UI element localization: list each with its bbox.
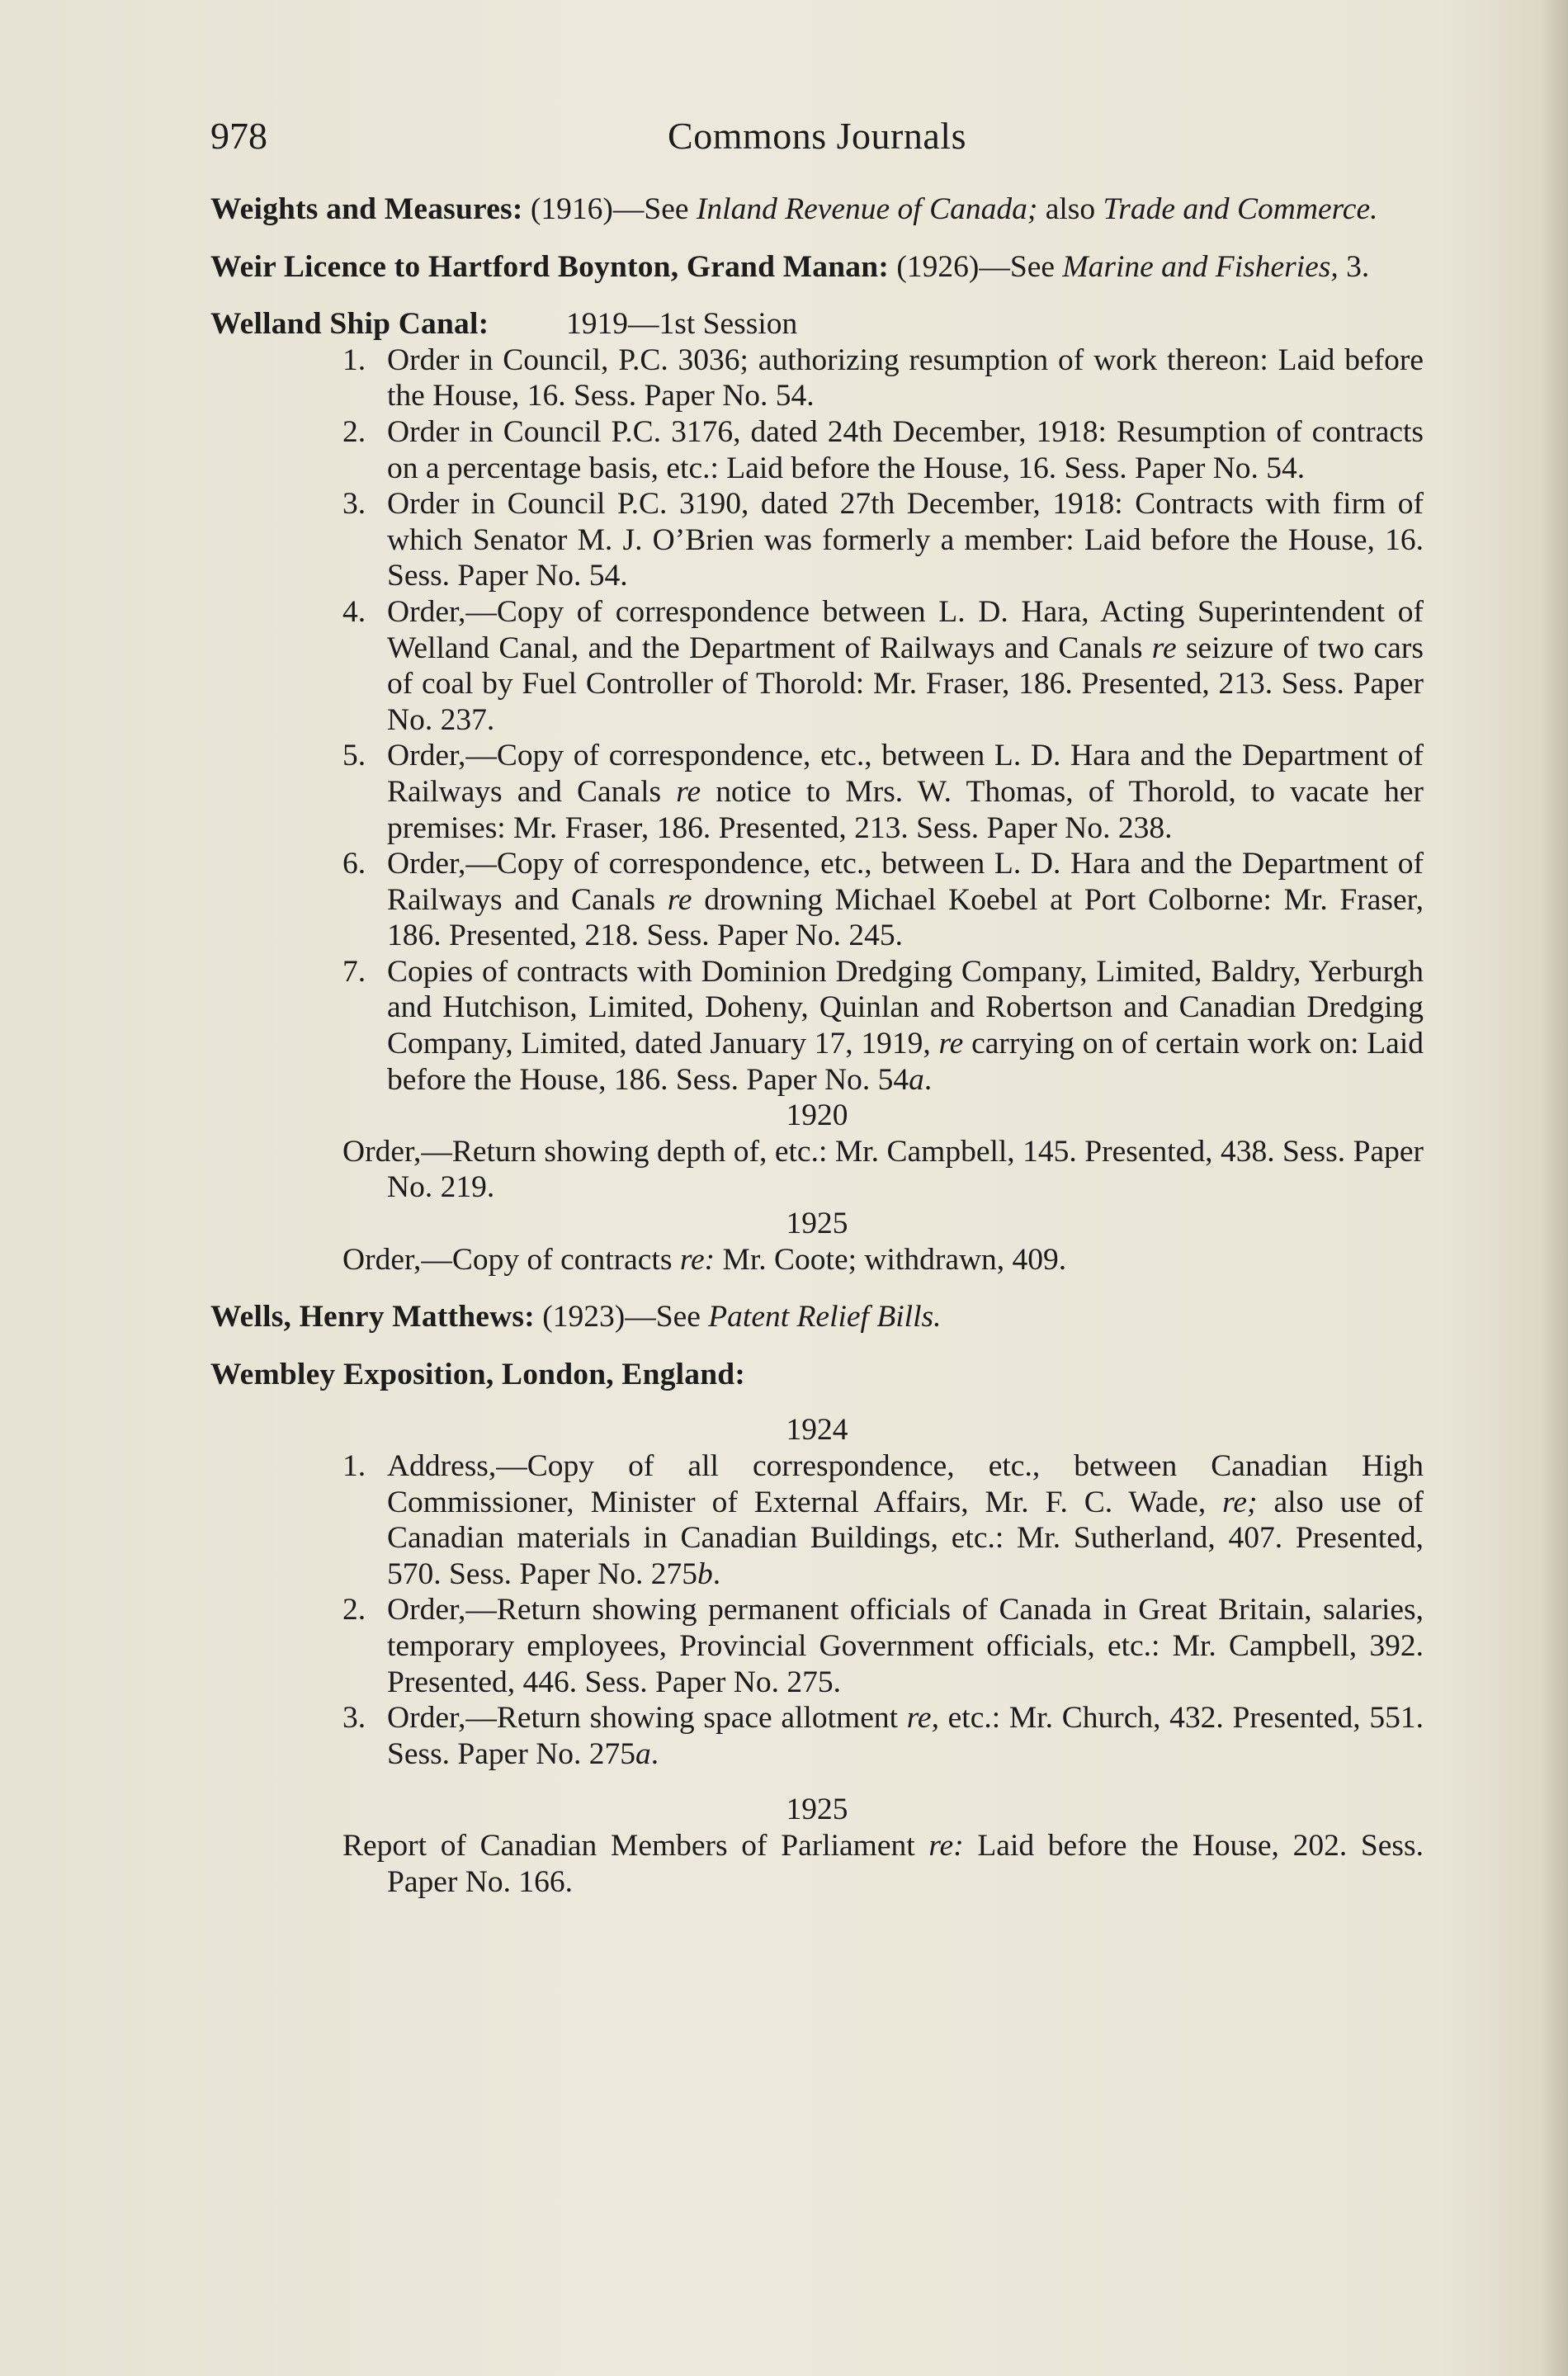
italic-text: Inland Revenue of Canada; <box>696 192 1038 226</box>
entry-heading <box>210 1357 1424 1393</box>
text-run: Order,—Copy of contracts <box>342 1242 680 1277</box>
heading-term: Weights and Measures: <box>210 192 523 226</box>
heading-term: Wells, Henry Matthews: <box>210 1300 535 1334</box>
item-text <box>387 1449 1424 1591</box>
page-number: 978 <box>210 115 267 157</box>
italic-text: a <box>635 1736 651 1771</box>
text-run: Order,—Return showing permanent officials of Canada in Great Britain, salaries, temporary employees, Provincial Government officials, etc.: Mr. Campbell, 392. Presented, 446. Sess. Paper No. 275. <box>387 1593 1424 1699</box>
list-item <box>342 486 1424 594</box>
item-number: 4. <box>342 594 366 629</box>
text-run: also use of Canadian materials in Canadian Buildings, etc.: Mr. Sutherland, 407. Presented, 570. Sess. Paper No. 275 <box>387 1485 1424 1591</box>
entry-wells-henry-matthews <box>210 1299 1424 1335</box>
text-run: Order,—Copy of correspondence, etc., between L. D. Hara and the Department of Railways and Canals <box>387 739 1424 809</box>
item-number: 2. <box>342 1593 366 1627</box>
heading-term: Welland Ship Canal: <box>210 307 489 342</box>
italic-text: re <box>676 774 701 809</box>
entry-weights-and-measures <box>210 191 1424 228</box>
list-item <box>342 414 1424 486</box>
entry-heading <box>210 306 1424 342</box>
page-edge-shadow <box>1540 0 1568 2376</box>
item-text <box>387 847 1424 952</box>
text-run: . <box>650 1736 659 1771</box>
text-run: Order in Council, P.C. 3036; authorizing resumption of work thereon: Laid before the House, 16. Sess. Paper No. 54. <box>387 342 1424 413</box>
list-item <box>342 1448 1424 1592</box>
entry-heading <box>210 249 1424 286</box>
text-run: Order,—Copy of correspondence between L. D. Hara, Acting Superintendent of Welland Canal, and the Department of Railways and Canals <box>387 594 1424 665</box>
text-run: seizure of two cars of coal by Fuel Controller of Thorold: Mr. Fraser, 186. Presented, 213. Sess. Paper No. 237. <box>387 631 1424 737</box>
text-run: Copies of contracts with Dominion Dredging Company, Limited, Baldry, Yerburgh and Hutchison, Limited, Doheny, Quinlan and Robertson and Canadian Dredging Company, Limited, dated January 17, 1919, <box>387 954 1424 1061</box>
order-1925 <box>342 1242 1424 1278</box>
text-run: Laid before the House, 202. Sess. Paper No. 166. <box>387 1828 1424 1899</box>
italic-text: re <box>1151 631 1177 665</box>
item-text <box>387 595 1424 737</box>
text-run: (1916)—See <box>522 192 697 226</box>
item-number: 1. <box>342 1449 366 1483</box>
item-text <box>387 1593 1424 1698</box>
running-header <box>210 114 1424 163</box>
list-item <box>342 846 1424 954</box>
item-text <box>387 415 1424 485</box>
list-item <box>342 594 1424 738</box>
item-number: 5. <box>342 739 366 773</box>
item-number: 7. <box>342 954 366 989</box>
italic-text: Trade and Commerce. <box>1103 192 1378 226</box>
text-run: Order,—Copy of correspondence, etc., between L. D. Hara and the Department of Railways and Canals <box>387 847 1424 917</box>
entry-welland-ship-canal <box>210 306 1424 1278</box>
running-title: Commons Journals <box>668 115 966 157</box>
order-1920 <box>342 1134 1424 1206</box>
year-heading-1925: 1925 <box>786 1207 848 1241</box>
italic-text: re: <box>928 1828 964 1863</box>
text-run: (1923)—See <box>534 1300 709 1334</box>
year-heading-1924: 1924 <box>786 1413 848 1448</box>
item-text <box>387 955 1424 1097</box>
text-run: 1919—1st Session <box>489 307 798 342</box>
text-run: Order,—Return showing space allotment <box>387 1701 907 1736</box>
entry-wembley-exposition <box>210 1357 1424 1900</box>
text-run: carrying on of certain work on: Laid before the House, 186. Sess. Paper No. 54 <box>387 1027 1424 1097</box>
italic-text: re: <box>679 1242 716 1277</box>
list-item <box>342 954 1424 1098</box>
entry-weir-licence <box>210 249 1424 286</box>
list-item <box>342 738 1424 846</box>
text-run: Order in Council P.C. 3176, dated 24th December, 1918: Resumption of contracts on a percentage basis, etc.: Laid before the House, 16. Sess. Paper No. 54. <box>387 414 1424 485</box>
item-text <box>387 343 1424 413</box>
year-heading-1925: 1925 <box>786 1793 848 1827</box>
index-content <box>210 191 1424 1900</box>
text-run: Order,—Return showing depth of, etc.: Mr. Campbell, 145. Presented, 438. Sess. Paper No. 219. <box>342 1134 1424 1205</box>
item-number: 6. <box>342 847 366 881</box>
text-run: Report of Canadian Members of Parliament <box>342 1828 929 1863</box>
welland-items-1919 <box>210 342 1424 1098</box>
text-run: also <box>1037 192 1103 226</box>
text-run: . <box>923 1062 933 1097</box>
text-run: etc.: Mr. Church, 432. Presented, 551. Sess. Paper No. 275 <box>387 1701 1424 1771</box>
item-text <box>387 1701 1424 1771</box>
text-run: Order in Council P.C. 3190, dated 27th December, 1918: Contracts with firm of which Senator M. J. O’Brien was formerly a member: Laid before the House, 16. Sess. Paper No. 54. <box>387 487 1424 593</box>
item-text <box>387 487 1424 593</box>
italic-text: re, <box>906 1701 939 1736</box>
year-heading-1920: 1920 <box>786 1098 848 1133</box>
heading-term: Weir Licence to Hartford Boynton, Grand Manan: <box>210 249 890 284</box>
wembley-items-1924 <box>210 1448 1424 1772</box>
entry-heading <box>210 191 1424 228</box>
item-number: 3. <box>342 1701 366 1736</box>
text-run: notice to Mrs. W. Thomas, of Thorold, to vacate her premises: Mr. Fraser, 186. Presented, 213. Sess. Paper No. 238. <box>387 774 1424 845</box>
italic-text: Patent Relief Bills. <box>708 1300 942 1334</box>
text-run: Mr. Coote; withdrawn, 409. <box>715 1242 1067 1277</box>
report-1925 <box>342 1828 1424 1900</box>
text-run: Address,—Copy of all correspondence, etc., between Canadian High Commissioner, Minister of External Affairs, Mr. F. C. Wade, <box>387 1449 1424 1519</box>
text-run: (1926)—See <box>889 249 1063 284</box>
heading-term: Wembley Exposition, London, England: <box>210 1357 746 1391</box>
list-item <box>342 1700 1424 1772</box>
item-number: 3. <box>342 487 366 522</box>
italic-text: Marine and Fisheries, <box>1062 249 1339 284</box>
list-item <box>342 1592 1424 1700</box>
list-item <box>342 342 1424 414</box>
item-text <box>387 739 1424 844</box>
item-number: 1. <box>342 342 366 377</box>
italic-text: re; <box>1222 1485 1258 1519</box>
text-run: . <box>712 1556 721 1591</box>
italic-text: a <box>909 1062 924 1097</box>
text-run: 3. <box>1338 249 1370 284</box>
text-run: drowning Michael Koebel at Port Colborne: Mr. Fraser, 186. Presented, 218. Sess. Paper No. 245. <box>387 882 1424 953</box>
italic-text: re <box>938 1027 964 1061</box>
italic-text: b <box>697 1556 713 1591</box>
entry-heading <box>210 1299 1424 1335</box>
item-number: 2. <box>342 414 366 449</box>
italic-text: re <box>667 882 692 917</box>
